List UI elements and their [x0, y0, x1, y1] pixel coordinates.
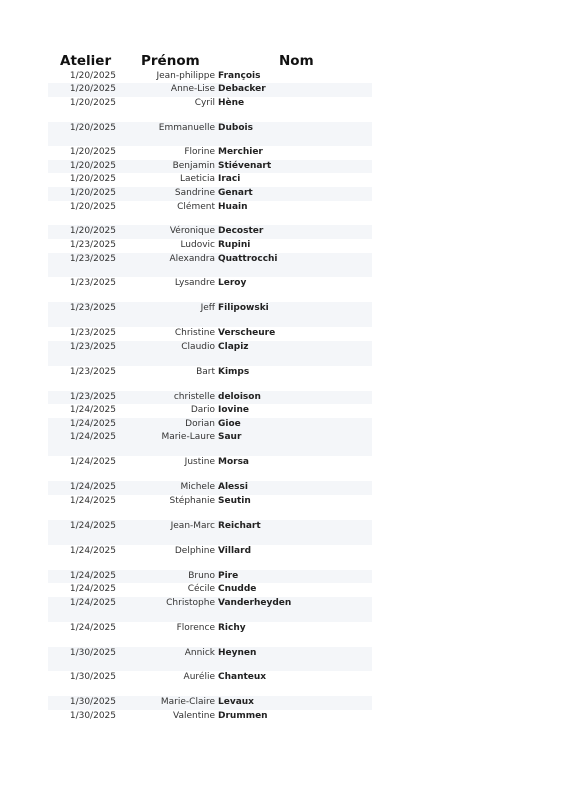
- table-row: [48, 431, 372, 456]
- first-name-cell: Valentine: [173, 711, 215, 721]
- atelier-date-cell: 1/30/2025: [69, 648, 116, 658]
- table-row: [48, 146, 372, 160]
- table-row: [48, 97, 372, 122]
- atelier-date-cell: 1/24/2025: [69, 405, 116, 415]
- first-name-cell: Michele: [180, 482, 215, 492]
- last-name-cell: Chanteux: [218, 672, 267, 682]
- first-name-cell: Bruno: [188, 571, 215, 581]
- first-name-cell: christelle: [173, 392, 215, 402]
- header-nom: Nom: [279, 53, 314, 69]
- first-name-cell: Lysandre: [174, 278, 215, 288]
- last-name-cell: Genart: [218, 188, 253, 198]
- table-row: [48, 83, 372, 97]
- first-name-cell: Anne-Lise: [170, 84, 215, 94]
- last-name-cell: Richy: [218, 623, 246, 633]
- atelier-date-cell: 1/24/2025: [69, 598, 116, 608]
- first-name-cell: Jean-Marc: [170, 521, 215, 531]
- first-name-cell: Laeticia: [179, 174, 215, 184]
- atelier-date-cell: 1/20/2025: [69, 202, 116, 212]
- last-name-cell: Kimps: [218, 367, 250, 377]
- table-row: [48, 341, 372, 366]
- table-row: [48, 253, 372, 277]
- first-name-cell: Justine: [184, 457, 215, 467]
- last-name-cell: Gioe: [218, 419, 241, 429]
- last-name-cell: Drummen: [218, 711, 268, 721]
- first-name-cell: Ludovic: [180, 240, 215, 250]
- last-name-cell: Decoster: [218, 226, 264, 236]
- table-row: [48, 647, 372, 671]
- atelier-date-cell: 1/30/2025: [69, 697, 116, 707]
- first-name-cell: Christine: [174, 328, 215, 338]
- atelier-date-cell: 1/23/2025: [69, 254, 116, 264]
- first-name-cell: Christophe: [166, 598, 215, 608]
- atelier-date-cell: 1/24/2025: [69, 571, 116, 581]
- table-row: [48, 277, 372, 302]
- table-row: [48, 225, 372, 239]
- first-name-cell: Dario: [190, 405, 215, 415]
- table-row: [48, 696, 372, 710]
- atelier-date-cell: 1/24/2025: [69, 546, 116, 556]
- first-name-cell: Claudio: [181, 342, 215, 352]
- first-name-cell: Jean-philippe: [156, 71, 215, 81]
- atelier-date-cell: 1/24/2025: [69, 432, 116, 442]
- table-row: [48, 456, 372, 481]
- atelier-date-cell: 1/23/2025: [69, 342, 116, 352]
- last-name-cell: Verscheure: [218, 328, 276, 338]
- table-row: [48, 545, 372, 570]
- last-name-cell: Cnudde: [218, 584, 257, 594]
- table-row: [48, 391, 372, 404]
- first-name-cell: Aurélie: [183, 672, 215, 682]
- first-name-cell: Cécile: [187, 584, 215, 594]
- last-name-cell: Leroy: [218, 278, 247, 288]
- header-prenom: Prénom: [141, 53, 200, 69]
- atelier-date-cell: 1/24/2025: [69, 521, 116, 531]
- first-name-cell: Stéphanie: [169, 496, 215, 506]
- first-name-cell: Jeff: [200, 303, 215, 313]
- first-name-cell: Florence: [176, 623, 215, 633]
- last-name-cell: Alessi: [218, 482, 248, 492]
- table-row: [48, 583, 372, 597]
- table-row: [48, 597, 372, 622]
- first-name-cell: Véronique: [169, 226, 215, 236]
- table-row: [48, 302, 372, 327]
- last-name-cell: Merchier: [218, 147, 263, 157]
- last-name-cell: Iovine: [218, 405, 249, 415]
- last-name-cell: Reichart: [218, 521, 261, 531]
- table-row: [48, 622, 372, 647]
- atelier-date-cell: 1/24/2025: [69, 623, 116, 633]
- last-name-cell: Hène: [218, 98, 245, 108]
- atelier-date-cell: 1/23/2025: [69, 392, 116, 402]
- table-row: [48, 481, 372, 495]
- first-name-cell: Sandrine: [174, 188, 215, 198]
- atelier-date-cell: 1/30/2025: [69, 672, 116, 682]
- table-row: [48, 710, 372, 723]
- first-name-cell: Delphine: [174, 546, 215, 556]
- last-name-cell: Saur: [218, 432, 242, 442]
- atelier-date-cell: 1/20/2025: [69, 161, 116, 171]
- atelier-date-cell: 1/20/2025: [69, 71, 116, 81]
- atelier-date-cell: 1/20/2025: [69, 188, 116, 198]
- atelier-date-cell: 1/23/2025: [69, 367, 116, 377]
- last-name-cell: Debacker: [218, 84, 266, 94]
- first-name-cell: Clément: [177, 202, 215, 212]
- atelier-date-cell: 1/30/2025: [69, 711, 116, 721]
- first-name-cell: Cyril: [194, 98, 215, 108]
- atelier-date-cell: 1/24/2025: [69, 457, 116, 467]
- atelier-date-cell: 1/23/2025: [69, 240, 116, 250]
- table-row: [48, 520, 372, 545]
- atelier-date-cell: 1/23/2025: [69, 303, 116, 313]
- table-row: [48, 366, 372, 391]
- atelier-date-cell: 1/20/2025: [69, 147, 116, 157]
- table-row: [48, 327, 372, 341]
- first-name-cell: Florine: [184, 147, 215, 157]
- first-name-cell: Benjamin: [172, 161, 215, 171]
- table-row: [48, 201, 372, 225]
- table-row: [48, 404, 372, 418]
- atelier-date-cell: 1/24/2025: [69, 496, 116, 506]
- last-name-cell: Pire: [218, 571, 239, 581]
- atelier-date-cell: 1/20/2025: [69, 174, 116, 184]
- atelier-date-cell: 1/20/2025: [69, 98, 116, 108]
- last-name-cell: Quattrocchi: [218, 254, 278, 264]
- table-row: [48, 239, 372, 253]
- table-row: [48, 160, 372, 173]
- last-name-cell: Heynen: [218, 648, 257, 658]
- atelier-date-cell: 1/24/2025: [69, 482, 116, 492]
- first-name-cell: Bart: [196, 367, 215, 377]
- last-name-cell: Seutin: [218, 496, 251, 506]
- table-row: [48, 671, 372, 696]
- last-name-cell: Levaux: [218, 697, 254, 707]
- table-row: [48, 173, 372, 187]
- last-name-cell: Filipowski: [218, 303, 269, 313]
- header-atelier: Atelier: [60, 53, 112, 69]
- atelier-date-cell: 1/20/2025: [69, 123, 116, 133]
- table-row: [48, 418, 372, 431]
- table-row: [48, 187, 372, 201]
- table-row: [48, 495, 372, 520]
- last-name-cell: Iraci: [218, 174, 241, 184]
- first-name-cell: Dorian: [185, 419, 215, 429]
- first-name-cell: Annick: [184, 648, 215, 658]
- last-name-cell: deloison: [218, 392, 261, 402]
- atelier-date-cell: 1/24/2025: [69, 584, 116, 594]
- first-name-cell: Marie-Laure: [161, 432, 215, 442]
- first-name-cell: Emmanuelle: [158, 123, 215, 133]
- last-name-cell: Rupini: [218, 240, 251, 250]
- last-name-cell: Morsa: [218, 457, 250, 467]
- last-name-cell: Dubois: [218, 123, 253, 133]
- first-name-cell: Marie-Claire: [160, 697, 215, 707]
- last-name-cell: François: [218, 71, 261, 81]
- table-row: [48, 122, 372, 146]
- atelier-date-cell: 1/20/2025: [69, 84, 116, 94]
- table-row: [48, 570, 372, 583]
- atelier-date-cell: 1/24/2025: [69, 419, 116, 429]
- table-row: [48, 70, 372, 83]
- atelier-date-cell: 1/23/2025: [69, 328, 116, 338]
- last-name-cell: Clapiz: [218, 342, 249, 352]
- last-name-cell: Stiévenart: [218, 161, 272, 171]
- atelier-date-cell: 1/20/2025: [69, 226, 116, 236]
- last-name-cell: Huain: [218, 202, 248, 212]
- first-name-cell: Alexandra: [169, 254, 215, 264]
- last-name-cell: Villard: [218, 546, 252, 556]
- last-name-cell: Vanderheyden: [218, 598, 292, 608]
- atelier-date-cell: 1/23/2025: [69, 278, 116, 288]
